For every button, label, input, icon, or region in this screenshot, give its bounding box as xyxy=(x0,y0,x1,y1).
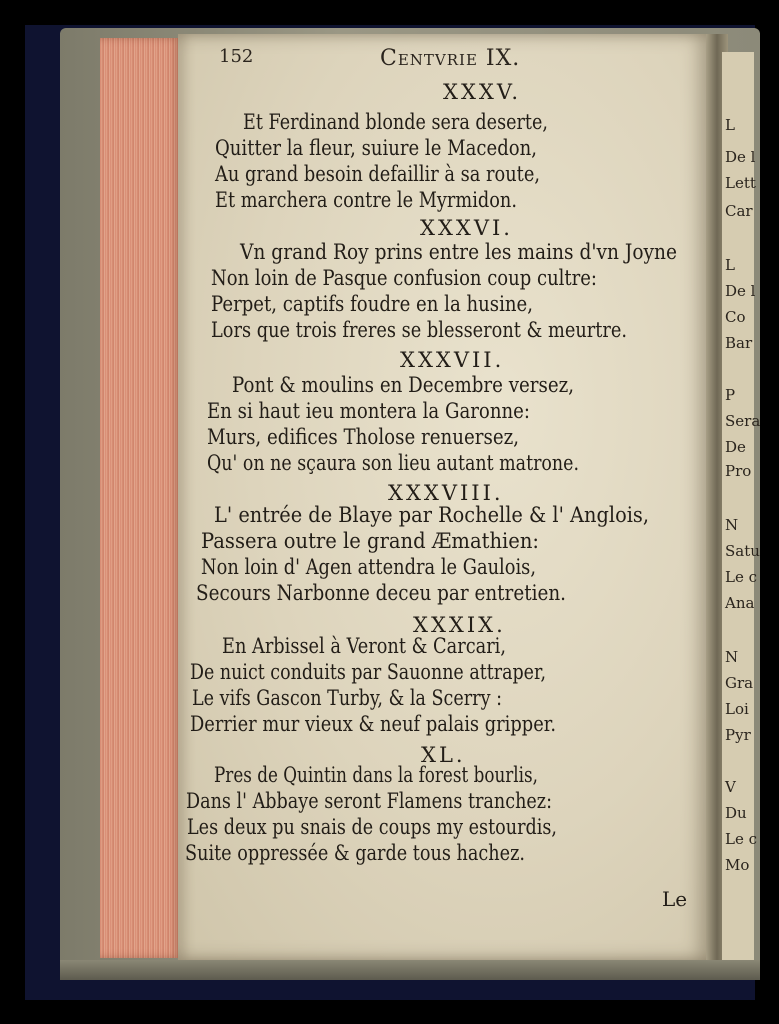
verse-line: Derrier mur vieux & neuf palais gripper. xyxy=(190,712,556,736)
verse-line: Non loin de Pasque confusion coup cultre: xyxy=(211,266,597,290)
verse-line: En Arbissel à Veront & Carcari, xyxy=(222,634,506,658)
right-page-fragment: Pyr xyxy=(725,726,751,744)
right-page-fragment: V xyxy=(725,778,736,796)
right-page-fragment: Pro xyxy=(725,462,752,480)
verse-line: Pres de Quintin dans la forest bourlis, xyxy=(214,763,538,787)
quatrain-numeral: XXXIX. xyxy=(413,613,506,637)
verse-line: Les deux pu snais de coups my estourdis, xyxy=(187,815,557,839)
right-page-fragment: Le c xyxy=(725,830,758,848)
verse-line: Et marchera contre le Myrmidon. xyxy=(215,188,517,212)
verse-line: Suite oppressée & garde tous hachez. xyxy=(185,841,525,865)
right-page-fragment: Bar xyxy=(725,334,753,352)
page-number: 152 xyxy=(219,46,254,67)
right-page-fragment: L xyxy=(725,256,735,274)
right-page-fragment: De l xyxy=(725,282,756,300)
verse-line: Perpet, captifs foudre en la husine, xyxy=(211,292,533,316)
quatrain-numeral: XXXVII. xyxy=(400,348,505,372)
right-page-fragment: Mo xyxy=(725,856,750,874)
verse-line: Vn grand Roy prins entre les mains d'vn Joyne xyxy=(240,240,677,264)
verse-line: Murs, edifices Tholose renuersez, xyxy=(207,425,519,449)
quatrain-numeral: XXXV. xyxy=(443,80,522,104)
quatrain-numeral: XXXVIII. xyxy=(388,481,504,505)
right-page-fragment: Ana xyxy=(725,594,755,612)
right-page-fragment: Sera xyxy=(725,412,761,430)
right-page-fragment: Loi xyxy=(725,700,749,718)
running-title: Centvrie IX. xyxy=(380,46,521,71)
verse-line: Pont & moulins en Decembre versez, xyxy=(232,373,574,397)
right-page-fragment: De xyxy=(725,438,746,456)
verse-line: Non loin d' Agen attendra le Gaulois, xyxy=(201,555,536,579)
right-page-fragment: Satu xyxy=(725,542,760,560)
right-page-fragment: Le c xyxy=(725,568,758,586)
right-page-fragment: L xyxy=(725,116,735,134)
verse-line: Quitter la fleur, suiure le Macedon, xyxy=(215,136,537,160)
verse-line: Qu' on ne sçaura son lieu autant matrone. xyxy=(207,451,579,475)
right-page-fragment: P xyxy=(725,386,736,404)
right-page-fragment: N xyxy=(725,516,739,534)
catchword: Le xyxy=(662,887,688,911)
verse-line: Et Ferdinand blonde sera deserte, xyxy=(243,110,548,134)
verse-line: Dans l' Abbaye seront Flamens tranchez: xyxy=(186,789,552,813)
verse-line: L' entrée de Blaye par Rochelle & l' Anglois, xyxy=(214,503,649,527)
verse-line: Passera outre le grand Æmathien: xyxy=(201,529,539,553)
verse-line: Secours Narbonne deceu par entretien. xyxy=(196,581,566,605)
right-page-fragment: Co xyxy=(725,308,746,326)
verse-line: Lors que trois freres se blesseront & meurtre. xyxy=(211,318,627,342)
right-page-fragment: Gra xyxy=(725,674,754,692)
quatrain-numeral: XL. xyxy=(421,743,466,767)
verse-line: En si haut ieu montera la Garonne: xyxy=(207,399,530,423)
right-page-fragment: Lett xyxy=(725,174,756,192)
right-page-fragment: De l xyxy=(725,148,756,166)
quatrain-numeral: XXXVI. xyxy=(420,216,513,240)
verse-line: De nuict conduits par Sauonne attraper, xyxy=(190,660,546,684)
right-page-fragment: N xyxy=(725,648,739,666)
verse-line: Le vifs Gascon Turby, & la Scerry : xyxy=(192,686,502,710)
verse-line: Au grand besoin defaillir à sa route, xyxy=(215,162,540,186)
right-page-fragment: Car xyxy=(725,202,753,220)
right-page-fragment: Du xyxy=(725,804,747,822)
